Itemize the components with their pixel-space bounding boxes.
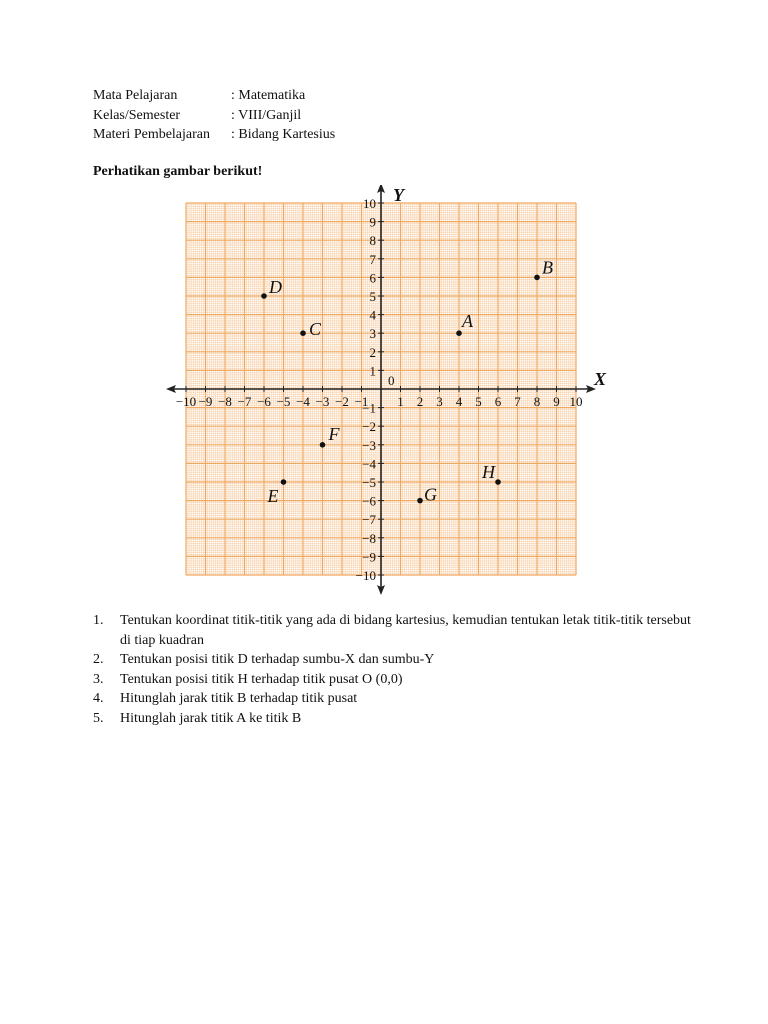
point-d [261,293,267,299]
y-tick-label: 1 [369,363,376,379]
y-tick-label: 4 [369,307,376,323]
task-text: Tentukan koordinat titik-titik yang ada di bidang kartesius, kemudian tentukan letak titik-titik tersebut di tiap kuadran [120,613,691,648]
subject-label: Mata Pelajaran [93,88,178,103]
y-tick-label: 9 [369,214,376,230]
point-a [456,330,462,336]
y-tick-label: 7 [369,251,376,267]
material-label: Materi Pembelajaran [93,127,211,142]
y-tick-label: −3 [362,437,376,453]
point-label-f: F [328,423,340,444]
y-tick-label: −10 [355,568,376,583]
x-tick-label: 5 [475,394,482,409]
x-tick-label: 10 [569,394,583,409]
y-tick-label: 2 [369,344,376,360]
x-tick-label: −3 [315,394,330,409]
point-label-g: G [424,484,437,505]
y-tick-label: 3 [369,326,376,342]
y-tick-label: 6 [369,270,376,286]
x-axis-label: X [594,369,607,389]
point-f [320,442,326,448]
material-row [93,125,335,145]
y-tick-label: −1 [362,400,376,416]
x-tick-label: −9 [198,394,213,409]
y-tick-label: 10 [363,196,376,211]
x-tick-label: 3 [436,394,443,409]
point-label-a: A [462,311,473,332]
x-tick-label: −6 [257,394,271,409]
x-tick-label: 8 [533,394,541,409]
x-tick-label: 4 [455,394,463,409]
point-label-c: C [309,319,322,340]
class-value: : VIII/Ganjil [231,107,302,123]
x-tick-label: −1 [354,394,369,409]
point-g [417,498,423,504]
x-tick-label: −5 [276,394,291,409]
y-tick-label: −9 [362,549,376,565]
y-tick-label: 5 [369,289,376,304]
subject-value: : Matematika [231,88,306,103]
task-item [93,689,693,709]
task-item [93,670,693,690]
origin-label: 0 [388,373,395,388]
x-tick-label: 1 [397,394,404,409]
task-text: Hitunglah jarak titik B terhadap titik pusat [120,691,358,706]
task-item [93,611,693,650]
task-number: 2. [93,652,104,667]
task-number: 3. [93,671,104,687]
x-tick-label: −10 [175,394,197,409]
task-number: 5. [93,710,104,726]
point-c [300,330,306,336]
task-text: Hitunglah jarak titik A ke titik B [120,710,302,726]
x-tick-label: 9 [553,394,560,409]
y-tick-label: −8 [362,530,376,546]
y-tick-label: −2 [362,419,376,435]
point-label-e: E [267,486,279,506]
point-e [281,479,287,485]
x-tick-label: −8 [218,394,232,409]
task-item [93,709,693,729]
x-tick-label: 2 [416,394,424,409]
class-row [93,106,335,126]
x-tick-label: −2 [335,394,349,409]
instruction-text: Perhatikan gambar berikut! [93,164,263,179]
x-tick-label: 6 [494,394,502,409]
task-text: Tentukan posisi titik D terhadap sumbu-X dan sumbu-Y [120,652,435,667]
y-tick-label: −7 [362,512,376,528]
point-label-d: D [269,277,282,297]
point-label-h: H [482,462,495,482]
x-tick-label: −4 [296,394,310,409]
document-header [93,86,335,145]
point-label-b: B [542,257,553,278]
y-tick-label: −5 [362,475,376,490]
x-tick-label: 7 [514,394,521,409]
task-item [93,650,693,670]
task-number: 1. [93,613,104,628]
subject-row [93,86,335,106]
material-value: : Bidang Kartesius [231,127,336,142]
point-h [495,479,501,485]
cartesian-graph [160,185,620,605]
y-axis-label: Y [393,185,404,205]
x-tick-label: −7 [237,394,252,409]
y-tick-label: 8 [369,233,376,249]
class-label: Kelas/Semester [93,107,181,123]
task-number: 4. [93,691,104,706]
y-tick-label: −6 [362,493,376,509]
point-b [534,275,540,281]
task-list [93,611,693,728]
task-text: Tentukan posisi titik H terhadap titik pusat O (0,0) [120,671,403,687]
y-tick-label: −4 [362,456,376,472]
